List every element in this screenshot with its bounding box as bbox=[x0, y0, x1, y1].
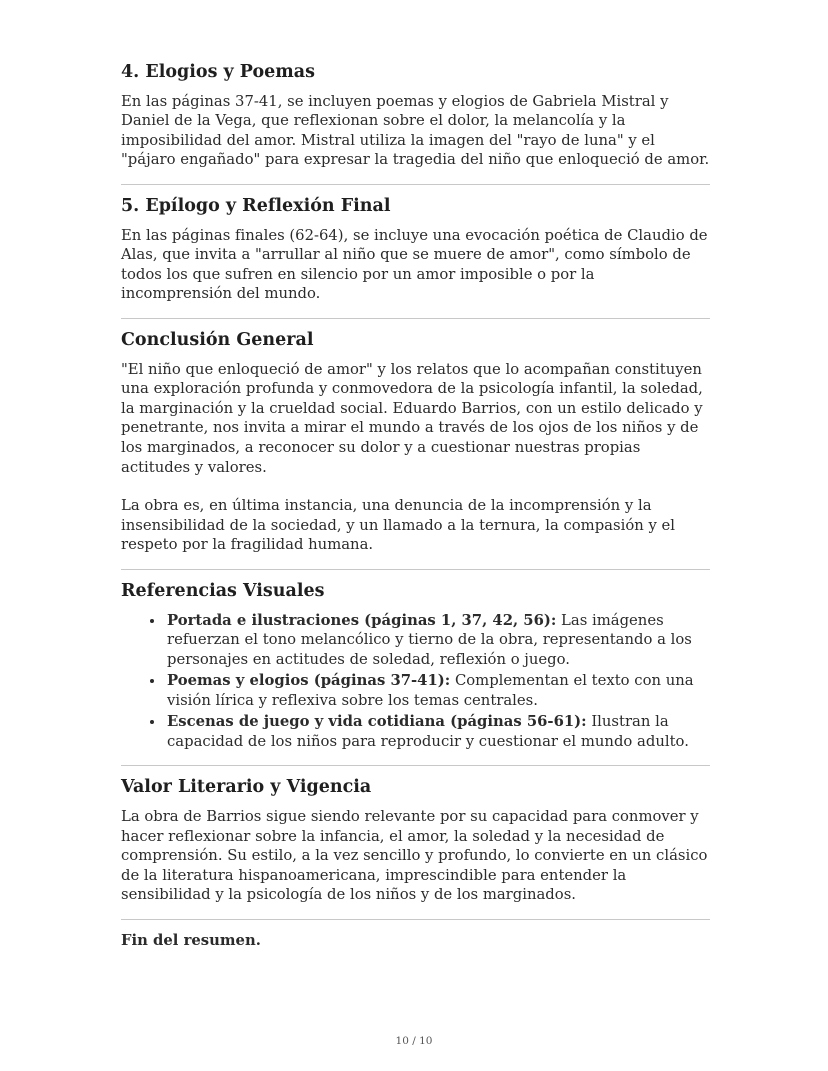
paragraph: "El niño que enloqueció de amor" y los relatos que lo acompañan constituyen una exploración profunda y conmovedora de la psicología infantil, la soledad, la marginación y la crueldad social. Eduardo Barrios, con un estilo delicado y penetrante, nos invita a mirar el mundo a través de los ojos de los niños y de los marginados, a reconocer su dolor y a cuestionar nuestras propias actitudes y valores. bbox=[121, 360, 703, 476]
bullet-lead: Portada e ilustraciones (páginas 1, 37, 42, 56): bbox=[167, 611, 557, 629]
section-conclusion-general bbox=[121, 330, 710, 555]
section-divider bbox=[121, 569, 710, 570]
bullet-text: Ilustran la capacidad de los niños para reproducir y cuestionar el mundo adulto. bbox=[167, 713, 689, 750]
section-elogios-y-poemas bbox=[121, 62, 710, 170]
bullet-text: Las imágenes refuerzan el tono melancólico y tierno de la obra, representando a los personajes en actitudes de soledad, reflexión o juego. bbox=[167, 611, 692, 668]
section-heading: Referencias Visuales bbox=[121, 580, 325, 601]
section-referencias-visuales bbox=[121, 581, 710, 752]
page-number: 10 / 10 bbox=[395, 1035, 433, 1047]
section-divider bbox=[121, 765, 710, 766]
closing-line: Fin del resumen. bbox=[121, 931, 261, 949]
section-heading: 4. Elogios y Poemas bbox=[121, 62, 315, 82]
paragraph: En las páginas 37-41, se incluyen poemas y elogios de Gabriela Mistral y Daniel de la Vega, que reflexionan sobre el dolor, la melancolía y la imposibilidad del amor. Mistral utiliza la imagen del "rayo de luna" y el "pájaro engañado" para expresar la tragedia del niño que enloqueció de amor. bbox=[121, 92, 710, 169]
bullet-text: Complementan el texto con una visión lírica y reflexiva sobre los temas centrales. bbox=[167, 672, 694, 709]
section-divider bbox=[121, 318, 710, 319]
list-item bbox=[165, 671, 710, 710]
references-list bbox=[121, 611, 710, 752]
section-valor-literario-y-vigencia bbox=[121, 777, 710, 905]
section-heading: 5. Epílogo y Reflexión Final bbox=[121, 196, 391, 216]
section-divider bbox=[121, 184, 710, 185]
section-divider bbox=[121, 919, 710, 920]
section-heading: Conclusión General bbox=[121, 330, 314, 350]
paragraph: La obra es, en última instancia, una denuncia de la incomprensión y la insensibilidad de la sociedad, y un llamado a la ternura, la compasión y el respeto por la fragilidad humana. bbox=[121, 497, 676, 554]
list-item bbox=[165, 611, 710, 670]
paragraph: La obra de Barrios sigue siendo relevante por su capacidad para conmover y hacer reflexionar sobre la infancia, el amor, la soledad y la necesidad de comprensión. Su estilo, a la vez sencillo y profundo, lo convierte en un clásico de la literatura hispanoamericana, imprescindible para entender la sensibilidad y la psicología de los niños y de los marginados. bbox=[121, 808, 708, 904]
list-item bbox=[165, 712, 710, 751]
bullet-lead: Poemas y elogios (páginas 37-41): bbox=[167, 672, 451, 690]
section-heading: Valor Literario y Vigencia bbox=[121, 777, 372, 798]
bullet-lead: Escenas de juego y vida cotidiana (páginas 56-61): bbox=[167, 713, 587, 731]
section-epilogo-y-reflexion-final bbox=[121, 196, 710, 304]
paragraph: En las páginas finales (62-64), se incluye una evocación poética de Claudio de Alas, que invita a "arrullar al niño que se muere de amor", como símbolo de todos los que sufren en silencio por un amor imposible o por la incomprensión del mundo. bbox=[121, 226, 708, 303]
